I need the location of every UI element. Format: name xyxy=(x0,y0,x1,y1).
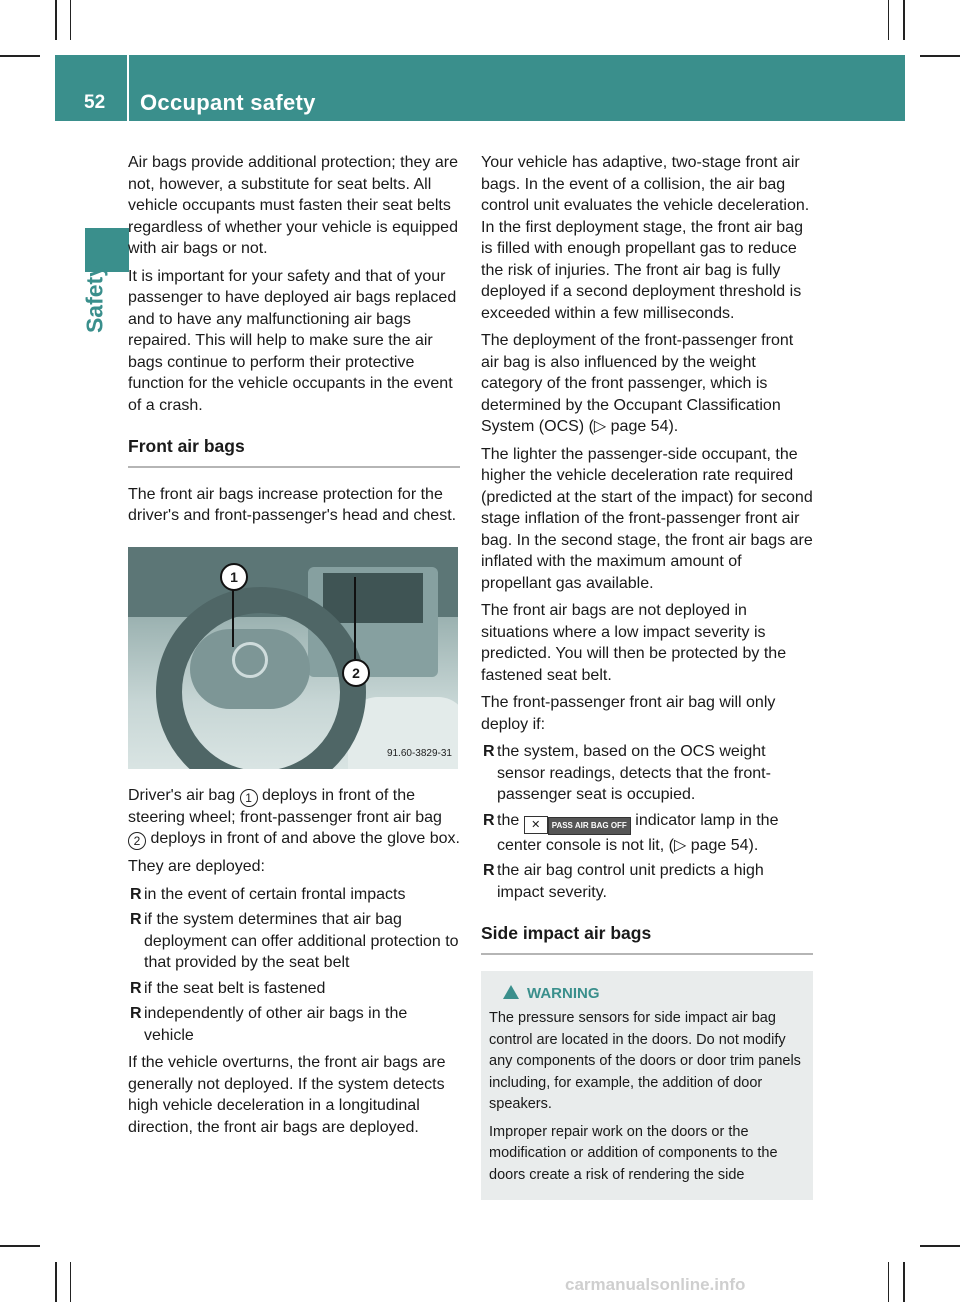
section-title: Occupant safety xyxy=(140,90,316,115)
text-run: Driver's air bag xyxy=(128,786,236,804)
list-item: R in the event of certain frontal impacts xyxy=(130,885,406,903)
list-item: R the air bag control unit predicts a high impact severity. xyxy=(483,862,764,901)
figure-emblem xyxy=(232,642,268,678)
crop-mark xyxy=(920,55,960,57)
paragraph: It is important for your safety and that of your passenger to have deployed air bags replaced and to have any malfunctioning air bags repaired. This will help to make sure the air bags continue to perform their protective function for the vehicle occupants in the event of a crash. xyxy=(128,267,457,414)
list-item-text: if the seat belt is fastened xyxy=(144,979,326,997)
seat-belt-warning-icon: ✕ xyxy=(524,816,548,834)
list-item-text: if the system determines that air bag deployment can offer additional protection to that provided by the seat belt xyxy=(144,911,459,971)
watermark: carmanualsonline.info xyxy=(565,1275,746,1294)
warning-title xyxy=(489,983,805,1005)
side-tab xyxy=(81,250,115,350)
crop-mark xyxy=(55,0,57,40)
header-divider xyxy=(127,55,129,121)
crop-mark xyxy=(888,1262,889,1302)
warning-box xyxy=(481,971,813,1201)
side-tab-label: Safety xyxy=(81,263,108,334)
crop-mark xyxy=(70,1262,71,1302)
list-item-text: the xyxy=(497,811,520,829)
left-column xyxy=(128,152,460,1144)
callout-2-inline: 2 xyxy=(128,832,146,850)
warning-paragraph: Improper repair work on the doors or the modification or addition of components to the doors create a risk of rendering the side xyxy=(489,1123,778,1183)
crop-mark xyxy=(920,1245,960,1247)
heading-side-impact-air-bags: Side impact air bags xyxy=(481,923,813,955)
bullet-list xyxy=(128,884,460,1047)
crop-mark xyxy=(70,0,71,40)
page-number: 52 xyxy=(84,92,106,113)
list-item: R the ✕ PASS AIR BAG OFF indicator lamp in the center console is not lit, (▷ page 54). xyxy=(483,811,779,854)
list-item: R if the seat belt is fastened xyxy=(130,979,326,997)
bullet-list xyxy=(481,741,813,903)
list-item-text: indicator lamp in the center console is not lit, (▷ page 54). xyxy=(497,811,779,854)
right-column xyxy=(481,152,813,1200)
dashboard-figure xyxy=(128,547,458,769)
list-item: R the system, based on the OCS weight sensor readings, detects that the front-passenger seat is occupied. xyxy=(483,743,771,803)
callout-line-1 xyxy=(232,589,234,647)
text-run: deploys in front of and above the glove box. xyxy=(150,830,460,847)
crop-mark xyxy=(55,1262,57,1302)
paragraph: Your vehicle has adaptive, two-stage front air bags. In the event of a collision, the air bag control unit evaluates the vehicle deceleration. In the first deployment stage, the front air bag is filled with enough propellant gas to reduce the risk of injuries. The front air bag is fully deployed if a second deployment threshold is exceeded within a few milliseconds. xyxy=(481,154,810,322)
callout-1-inline: 1 xyxy=(240,789,258,807)
callout-1: 1 xyxy=(220,563,248,591)
warning-paragraph: The pressure sensors for side impact air bag control are located in the doors. Do not modify any components of the doors or door trim panels including, for example, the addition of door speakers. xyxy=(489,1010,801,1112)
paragraph: They are deployed: xyxy=(128,858,265,875)
list-item: R independently of other air bags in the vehicle xyxy=(130,1005,408,1044)
paragraph: The lighter the passenger-side occupant, the higher the vehicle deceleration rate required (predicted at the start of the impact) for second stage inflation of the front-passenger front air bag. In the second stage, the front air bags are inflated with the maximum amount of propellant gas available. xyxy=(481,445,813,592)
crop-mark xyxy=(903,1262,905,1302)
paragraph: The deployment of the front-passenger front air bag is also influenced by the weight category of the front passenger, which is determined by the Occupant Classification System (OCS) (▷ page 54). xyxy=(481,332,794,435)
list-item-text: independently of other air bags in the vehicle xyxy=(144,1005,408,1044)
paragraph: The front-passenger front air bag will only deploy if: xyxy=(481,694,776,733)
list-item-text: the air bag control unit predicts a high impact severity. xyxy=(497,862,764,901)
crop-mark xyxy=(0,1245,40,1247)
crop-mark xyxy=(903,0,905,40)
paragraph: The front air bags are not deployed in situations where a low impact severity is predicted. You will then be protected by the fastened seat belt. xyxy=(481,602,787,684)
pass-air-bag-off-indicator: PASS AIR BAG OFF xyxy=(548,817,631,835)
warning-triangle-icon xyxy=(503,985,519,999)
callout-line-2 xyxy=(354,577,356,659)
paragraph: Air bags provide additional protection; they are not, however, a substitute for seat belts. All vehicle occupants must fasten their seat belts regardless of whether your vehicle is equipped with air bags or not. xyxy=(128,154,458,257)
list-item-text: the system, based on the OCS weight sensor readings, detects that the front-passenger seat is occupied. xyxy=(497,743,771,803)
callout-2: 2 xyxy=(342,659,370,687)
list-item: R if the system determines that air bag deployment can offer additional protection to that provided by the seat belt xyxy=(130,911,459,971)
figure-code: 91.60-3829-31 xyxy=(386,748,452,759)
paragraph: The front air bags increase protection for the driver's and front-passenger's head and chest. xyxy=(128,485,457,524)
crop-mark xyxy=(0,55,40,57)
text-run: deploys in front of the steering wheel; front-passenger front air bag xyxy=(128,786,442,826)
crop-mark xyxy=(888,0,889,40)
warning-title-text: WARNING xyxy=(527,984,600,1002)
list-item-text: in the event of certain frontal impacts xyxy=(144,885,406,903)
figure-screen xyxy=(323,573,423,623)
heading-front-air-bags: Front air bags xyxy=(128,436,460,468)
paragraph: If the vehicle overturns, the front air bags are generally not deployed. If the system detects high vehicle deceleration in a longitudinal direction, the front air bags are deployed. xyxy=(128,1054,446,1136)
paragraph xyxy=(128,785,460,851)
